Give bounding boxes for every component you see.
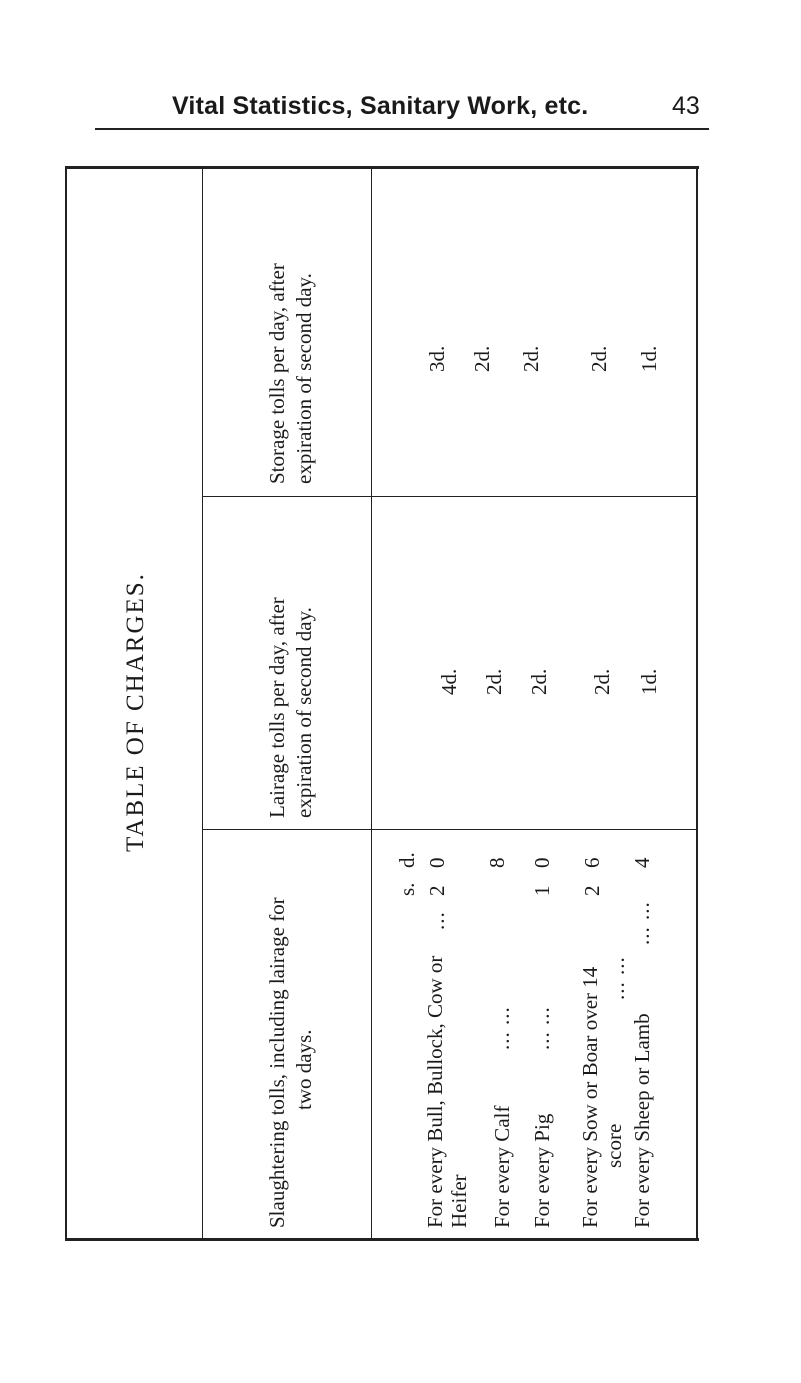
- row-label-sow: For every Sow or Boar over 14 score: [578, 966, 626, 1228]
- lairage-value-bull: 4d.: [437, 668, 461, 695]
- heading-line: expiration of second day.: [292, 273, 316, 484]
- storage-value-pig: 2d.: [519, 345, 543, 372]
- heading-line: Slaughtering tolls, including lairage for: [265, 897, 289, 1228]
- row-leader-pig: ... ...: [530, 1006, 554, 1050]
- table-right-border: [696, 166, 698, 1241]
- storage-value-sow: 2d.: [587, 345, 611, 372]
- row-shillings-bull: 2: [425, 885, 449, 896]
- section-divider-2: [202, 829, 696, 830]
- heading-line: two days.: [292, 1029, 316, 1110]
- row-pence-bull: 0: [425, 857, 449, 868]
- table-bottom-border: [65, 1238, 699, 1241]
- storage-value-bull: 3d.: [425, 345, 449, 372]
- running-title: Vital Statistics, Sanitary Work, etc.: [172, 92, 589, 120]
- row-leader-sow: ... ...: [605, 956, 629, 1000]
- table-title: TABLE OF CHARGES.: [122, 572, 149, 852]
- row-pence-sheep: 4: [630, 857, 654, 868]
- unit-pence: d.: [395, 852, 419, 868]
- heading-line: expiration of second day.: [292, 607, 316, 818]
- lairage-value-pig: 2d.: [527, 668, 551, 695]
- row-label-pig: For every Pig: [530, 1113, 554, 1228]
- column-heading-storage: [264, 263, 318, 484]
- unit-shillings: s.: [395, 882, 419, 896]
- title-column-divider: [202, 168, 203, 1238]
- row-label-calf: For every Calf: [490, 1105, 514, 1228]
- table-left-border: [65, 166, 67, 1241]
- table-top-border: [65, 166, 699, 169]
- storage-value-sheep: 1d.: [637, 345, 661, 372]
- row-shillings-pig: 1: [530, 885, 554, 896]
- row-pence-sow: 6: [580, 857, 604, 868]
- row-leader-calf: ... ...: [490, 1006, 514, 1050]
- row-shillings-sow: 2: [580, 885, 604, 896]
- page-header: [0, 88, 801, 128]
- column-heading-slaughtering: [264, 897, 318, 1228]
- heading-data-divider: [371, 168, 372, 1238]
- lairage-value-sow: 2d.: [590, 668, 614, 695]
- row-label-sheep: For every Sheep or Lamb: [630, 1013, 654, 1228]
- heading-line: Lairage tolls per day, after: [265, 597, 289, 818]
- header-rule: [95, 128, 709, 130]
- row-pence-calf: 8: [485, 857, 509, 868]
- row-leader-bull: ...: [425, 911, 449, 930]
- row-pence-pig: 0: [530, 857, 554, 868]
- row-leader-sheep: ... ...: [630, 901, 654, 945]
- row-label-bull: For every Bull, Bullock, Cow or Heifer: [423, 955, 471, 1228]
- lairage-value-calf: 2d.: [482, 668, 506, 695]
- page-number: 43: [672, 92, 700, 120]
- heading-line: Storage tolls per day, after: [265, 263, 289, 484]
- section-divider-1: [202, 496, 696, 497]
- storage-value-calf: 2d.: [470, 345, 494, 372]
- column-heading-lairage: [264, 597, 318, 818]
- lairage-value-sheep: 1d.: [637, 668, 661, 695]
